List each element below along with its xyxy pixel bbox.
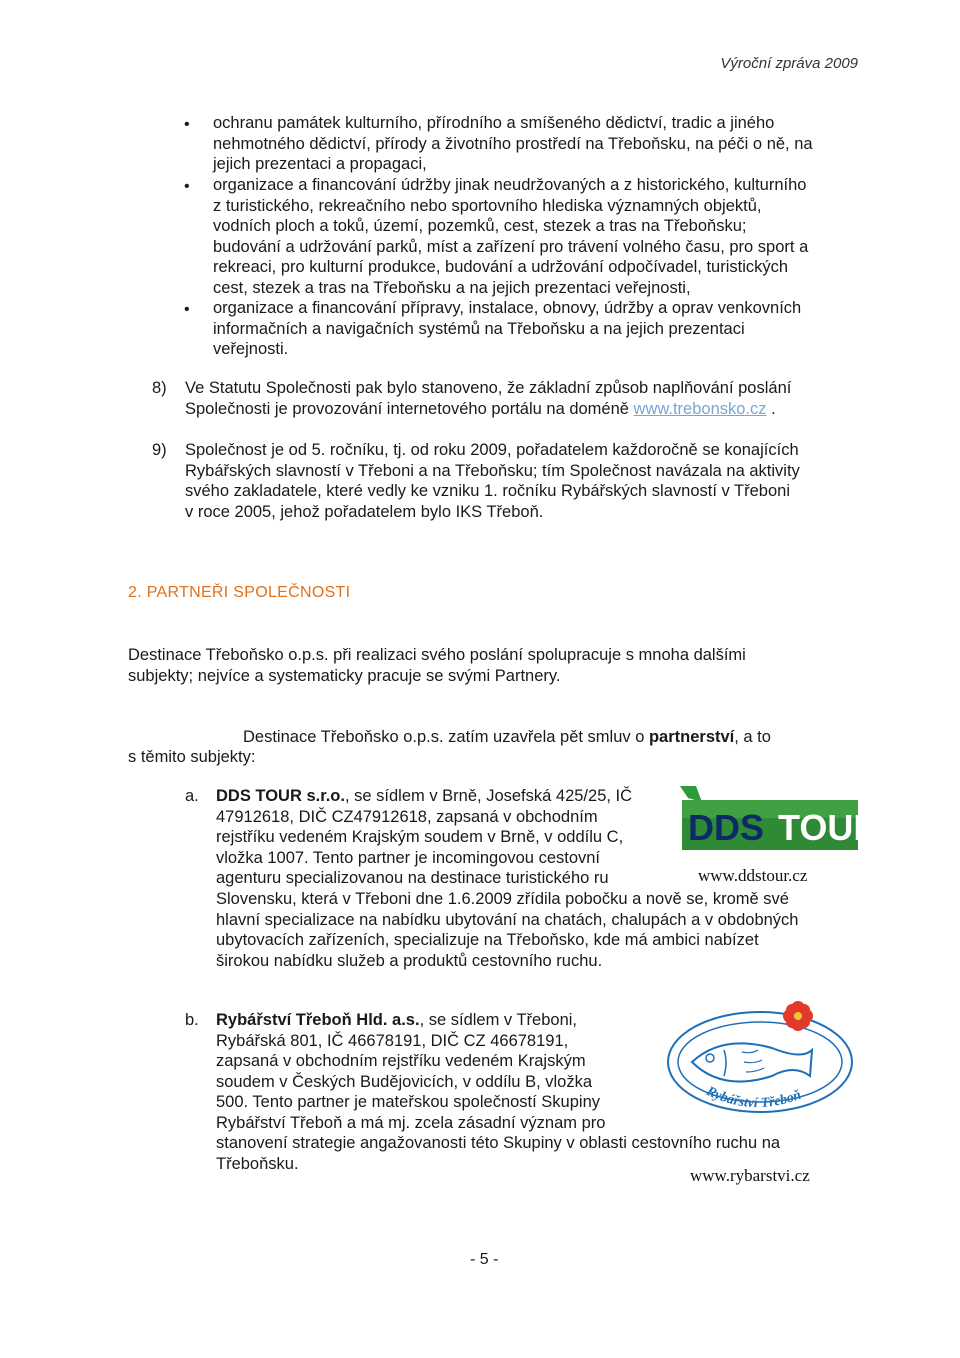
text-line: budování a udržování parků, míst a zařízení pro trávení volného času, pro sport a xyxy=(213,237,809,256)
bullet-item-2 xyxy=(213,175,858,299)
text-line: organizace a financování přípravy, instalace, obnovy, údržby a oprav venkovních xyxy=(213,299,802,317)
item-number: 9) xyxy=(152,441,167,459)
text-line: v roce 2005, jehož pořadatelem bylo IKS Třeboň. xyxy=(185,502,544,521)
text-line: Rybářství Třeboň a má mj. zcela zásadní význam pro xyxy=(216,1113,606,1132)
text-span: . xyxy=(766,399,776,418)
document-header: Výroční zpráva 2009 xyxy=(720,55,858,72)
text-line: Třeboňsku. xyxy=(216,1154,299,1173)
section-heading: 2. PARTNEŘI SPOLEČNOSTI xyxy=(128,584,351,601)
dds-tour-url[interactable]: www.ddstour.cz xyxy=(698,866,808,885)
text-span: , a to xyxy=(734,728,771,746)
text-span: Společnosti je provozování internetového portálu na doméně xyxy=(185,399,634,418)
text-line: zapsaná v obchodním rejstříku vedeném Krajským xyxy=(216,1052,586,1071)
partner-name: DDS TOUR s.r.o. xyxy=(216,787,345,805)
text-line: jejich prezentaci a propagaci, xyxy=(213,155,427,174)
partner-a-paragraph xyxy=(216,786,666,889)
bullet-item-3 xyxy=(213,298,858,360)
svg-text:DDS: DDS xyxy=(688,807,765,848)
svg-text:Váš partner pro individuální t: Váš partner pro individuální turistiku xyxy=(706,849,834,858)
bullet-dot: • xyxy=(184,301,190,318)
partner-b-paragraph xyxy=(216,1010,653,1134)
text-line: cest, stezek a tras na Třeboňsku a na jejich prezentaci veřejnosti, xyxy=(213,278,691,297)
text-span: , se sídlem v Brně, Josefská 425/25, IČ xyxy=(344,787,633,805)
text-line: Ve Statutu Společnosti pak bylo stanoveno, že základní způsob naplňování poslání xyxy=(185,379,792,397)
text-line: soudem v Českých Budějovicích, v oddílu B, vložka xyxy=(216,1072,593,1091)
text-line: rejstříku vedeném Krajským soudem v Brně, v oddílu C, xyxy=(216,828,624,847)
text-line: ubytovacích zařízeních, specializuje na Třeboňsko, kde má ambici nabízet xyxy=(216,931,759,950)
dds-tour-logo xyxy=(680,786,880,860)
text-line: širokou nabídku služeb a produktů cestovního ruchu. xyxy=(216,951,603,970)
text-line: Společnost je od 5. ročníku, tj. od roku 2009, pořadatelem každoročně se konajících xyxy=(185,441,799,459)
text-line: Rybářských slavností v Třeboni a na Třeboňsku; tím Společnost navázala na aktivity xyxy=(185,461,800,480)
text-line: Rybářská 801, IČ 46678191, DIČ CZ 46678191, xyxy=(216,1031,569,1050)
text-line: vodních ploch a toků, území, pozemků, cest, stezek a tras na Třeboňsku; xyxy=(213,217,747,236)
website-link[interactable]: www.trebonsko.cz xyxy=(633,399,767,418)
numbered-item-9 xyxy=(185,440,858,522)
item-number: 8) xyxy=(152,379,167,397)
text-line: stanovení strategie angažovanosti této Skupiny v oblasti cestovního ruchu na xyxy=(216,1134,781,1152)
text-line: svého zakladatele, které vedly ke vzniku 1. ročníku Rybářských slavností v Třeboni xyxy=(185,482,790,501)
text-line: agenturu specializovanou na destinace turistického ru xyxy=(216,869,609,888)
text-line: ochranu památek kulturního, přírodního a smíšeného dědictví, tradic a jiného xyxy=(213,114,775,132)
svg-text:Rybářství Třeboň: Rybářství Třeboň xyxy=(703,1084,804,1112)
page-number: - 5 - xyxy=(470,1251,499,1268)
partner-letter: a. xyxy=(185,787,199,805)
text-line xyxy=(216,1010,653,1031)
text-line: vložka 1007. Tento partner je incomingovou cestovní xyxy=(216,848,601,867)
text-line: hlavní specializace na nabídku ubytování na chatách, chalupách a v obdobných xyxy=(216,910,799,929)
text-line: 47912618, DIČ CZ47912618, zapsaná v obchodním xyxy=(216,807,598,826)
text-line: veřejnosti. xyxy=(213,340,289,359)
bold-term: partnerství xyxy=(648,728,735,746)
text-span: , se sídlem v Třeboni, xyxy=(419,1011,577,1029)
text-line: z turistického, rekreačního nebo sportovního hlediska významných objektů, xyxy=(213,196,762,215)
bullet-item-1 xyxy=(213,113,858,175)
rybarstvi-url[interactable]: www.rybarstvi.cz xyxy=(690,1166,810,1185)
intro-paragraph xyxy=(128,645,858,686)
text-line xyxy=(185,399,858,420)
text-line: nehmotného dědictví, přírody a životního prostředí na Třeboňsku, na péči o ně, na xyxy=(213,134,813,153)
text-line: organizace a financování údržby jinak neudržovaných a z historického, kulturního xyxy=(213,176,807,194)
partner-name: Rybářství Třeboň Hld. a.s. xyxy=(216,1011,420,1029)
partner-a-paragraph-cont xyxy=(216,889,858,971)
rybarstvi-trebon-logo xyxy=(662,1000,858,1124)
text-line: rekreaci, pro kulturní produkce, budování a udržování odpočívadel, turistických xyxy=(213,258,789,277)
text-line: 500. Tento partner je mateřskou společností Skupiny xyxy=(216,1093,601,1112)
text-line xyxy=(216,786,666,807)
text-span: Destinace Třeboňsko o.p.s. zatím uzavřela pět smluv o xyxy=(243,728,649,746)
bullet-dot: • xyxy=(184,178,190,195)
text-line: subjekty; nejvíce a systematicky pracuje se svými Partnery. xyxy=(128,666,561,685)
partner-letter: b. xyxy=(185,1011,199,1029)
numbered-item-8 xyxy=(185,378,858,419)
contracts-paragraph xyxy=(243,727,858,748)
text-line: informačních a navigačních systémů na Třeboňsku a na jejich prezentaci xyxy=(213,319,745,338)
bullet-dot: • xyxy=(184,116,190,133)
text-line: Destinace Třeboňsko o.p.s. při realizaci svého poslání spolupracuje s mnoha dalšími xyxy=(128,646,746,664)
text-line: Slovensku, která v Třeboni dne 1.6.2009 zřídila pobočku a nově se, kromě své xyxy=(216,890,789,908)
svg-text:TOUR: TOUR xyxy=(778,807,880,848)
contracts-line-2: s těmito subjekty: xyxy=(128,748,256,766)
